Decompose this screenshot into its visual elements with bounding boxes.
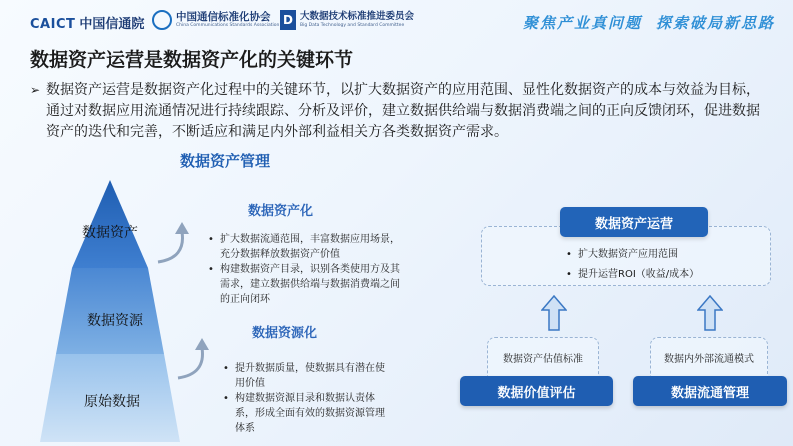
ccsa-logo-icon [152, 10, 172, 30]
list-item: • 扩大数据流通范围，丰富数据应用场景，充分数据释放数据资产价值 [207, 232, 402, 262]
assetization-list [207, 232, 402, 307]
resourcization-list [222, 361, 387, 436]
intro-text: 数据资产运营是数据资产化过程中的关键环节，以扩大数据资产的应用范围、显性化数据资产的成本与效益为目标，通过对数据应用流通情况进行持续跟踪、分析及评价，建立数据供给端与数据消费端之间的正向反馈闭环，促进数据资产的迭代和完善，不断适应和满足内外部利益相关方各类数据资产需求。 [46, 82, 760, 140]
slogan-left: 聚焦产业真问题 [522, 14, 642, 32]
caict-logo [30, 13, 144, 32]
intro-paragraph [30, 80, 770, 143]
pyramid-level-resource: 数据资源 [87, 313, 143, 329]
list-item: • 构建数据资产目录，识别各类使用方及其需求，建立数据供给端与数据消费端之间的正向闭环 [207, 262, 402, 307]
arrow-bullet-icon: ➢ [30, 83, 41, 97]
ccsa-logo [152, 10, 279, 30]
up-arrow-icon [697, 295, 723, 331]
curved-arrow-icon [170, 334, 215, 384]
list-item: • 构建数据资源目录和数据认责体系，形成全面有效的数据资源管理体系 [222, 391, 387, 436]
list-item: • 提升运营ROI（收益/成本） [565, 265, 699, 285]
valuation-standard-label: 数据资产估值标准 [503, 354, 583, 365]
pyramid-title: 数据资产管理 [180, 152, 271, 170]
bigdata-logo-text: 大数据技术标准推进委员会 [300, 11, 415, 22]
assetization-title: 数据资产化 [248, 204, 314, 219]
circulation-mode-label: 数据内外部流通模式 [664, 354, 754, 365]
curved-arrow-icon [150, 218, 195, 268]
pyramid-level-raw: 原始数据 [84, 394, 140, 410]
caict-logo-cn: 中国信通院 [79, 17, 145, 32]
pyramid-level-asset: 数据资产 [82, 225, 138, 241]
list-item: • 扩大数据资产应用范围 [565, 245, 699, 265]
page-title: 数据资产运营是数据资产化的关键环节 [30, 49, 354, 71]
operations-list [565, 245, 699, 285]
list-item: • 提升数据质量，使数据具有潜在使用价值 [222, 361, 387, 391]
header-slogan [523, 12, 775, 33]
operations-title: 数据资产运营 [560, 207, 708, 237]
ccsa-logo-en: China Communications Standards Association [176, 23, 280, 28]
slogan-right: 探索破局新思路 [655, 14, 775, 32]
circulation-management-label: 数据流通管理 [633, 376, 787, 406]
ccsa-logo-text: 中国通信标准化协会 [176, 11, 271, 23]
bigdata-logo-icon: D [280, 10, 296, 30]
resourcization-title: 数据资源化 [252, 326, 318, 341]
bigdata-logo-en: Big Data Technology and Standard Committee [300, 23, 405, 28]
caict-logo-text: CAICT [30, 17, 76, 32]
value-assessment-label: 数据价值评估 [460, 376, 613, 406]
up-arrow-icon [541, 295, 567, 331]
bigdata-committee-logo [280, 10, 414, 30]
